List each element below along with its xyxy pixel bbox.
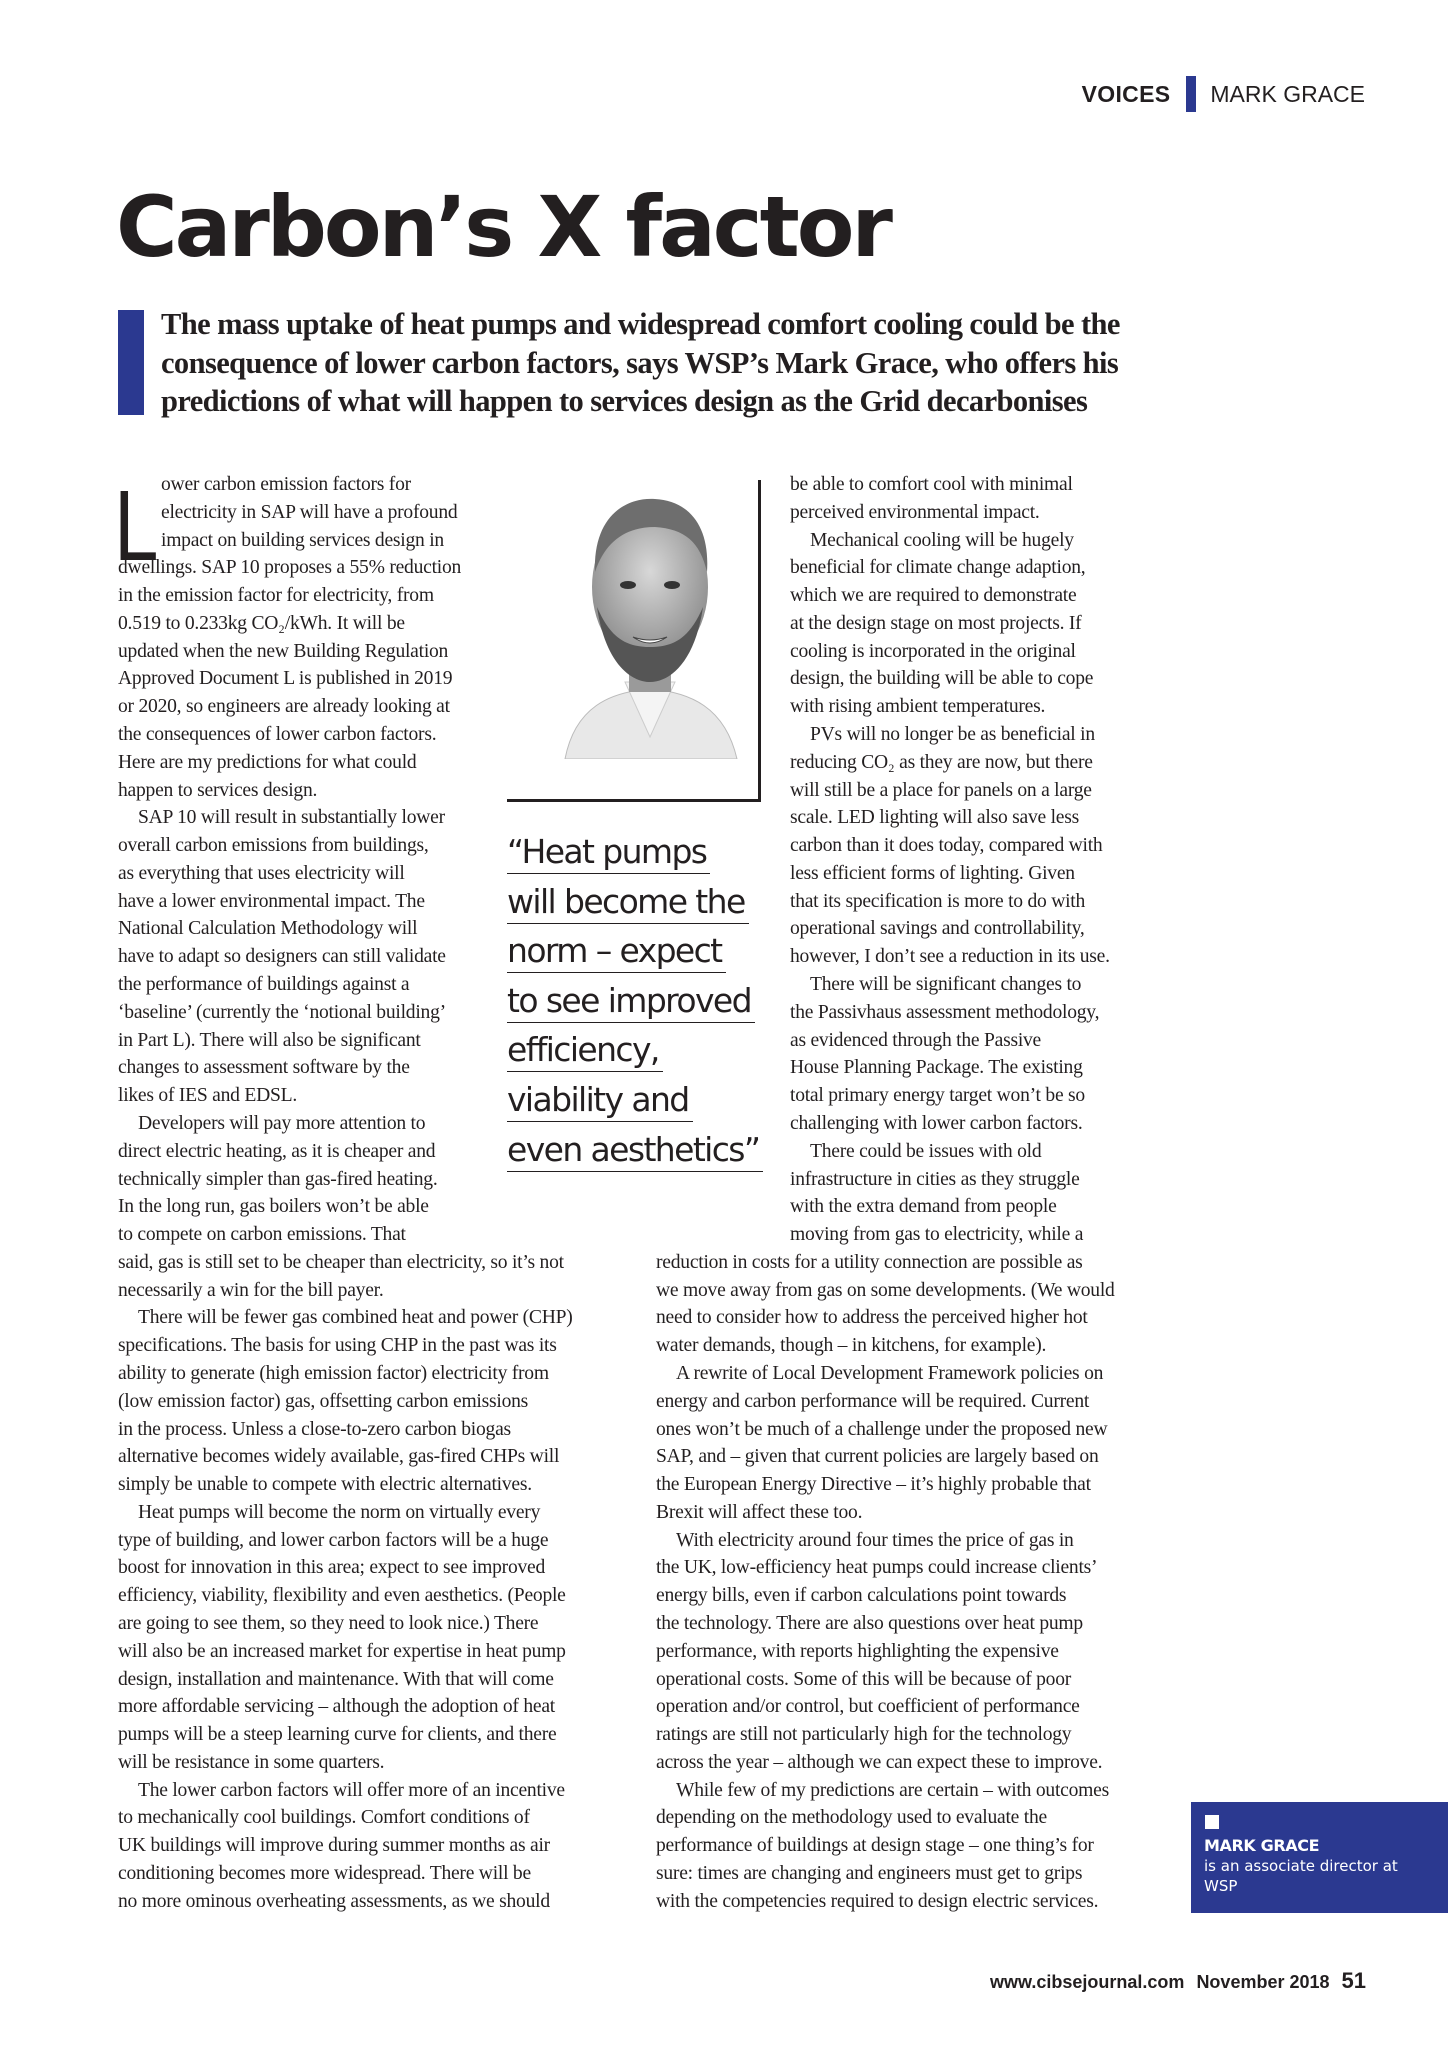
section-header bbox=[1082, 76, 1365, 112]
body-text-line: are going to see them, so they need to look nice.) There bbox=[118, 1612, 539, 1634]
body-text-line: cooling is incorporated in the original bbox=[790, 640, 1076, 662]
body-text-line: the European Energy Directive – it’s highly probable that bbox=[656, 1474, 1091, 1496]
body-text-line: the UK, low-efficiency heat pumps could increase clients’ bbox=[656, 1557, 1098, 1579]
body-text-line: Approved Document L is published in 2019 bbox=[118, 668, 453, 690]
body-text-line: operation and/or control, but coefficient of performance bbox=[656, 1696, 1080, 1718]
body-text-line: beneficial for climate change adaption, bbox=[790, 557, 1086, 579]
body-text-line: electricity in SAP will have a profound bbox=[161, 501, 458, 523]
body-text-line: to mechanically cool buildings. Comfort conditions of bbox=[118, 1807, 530, 1829]
issue-date: November 2018 bbox=[1196, 1972, 1330, 1992]
body-text-line: moving from gas to electricity, while a bbox=[790, 1224, 1084, 1246]
body-text-line: which we are required to demonstrate bbox=[790, 585, 1077, 607]
body-text-line: direct electric heating, as it is cheaper and bbox=[118, 1140, 436, 1162]
body-text-line: will also be an increased market for expertise in heat pump bbox=[118, 1640, 566, 1662]
frame-line-vertical bbox=[758, 480, 761, 802]
body-text-line: ower carbon emission factors for bbox=[161, 474, 411, 495]
body-text-line: less efficient forms of lighting. Given bbox=[790, 862, 1075, 884]
body-text-line: reduction in costs for a utility connection are possible as bbox=[656, 1251, 1083, 1273]
body-text-line: in Part L). There will also be significant bbox=[118, 1029, 421, 1051]
body-text-line: as everything that uses electricity will bbox=[118, 862, 405, 884]
body-text-line: happen to services design. bbox=[118, 779, 318, 801]
standfirst-accent-bar bbox=[118, 310, 144, 415]
body-text-line: performance, with reports highlighting the expensive bbox=[656, 1640, 1059, 1662]
body-text-line: performance of buildings at design stage – one thing’s for bbox=[656, 1835, 1094, 1857]
body-text-line: pumps will be a steep learning curve for clients, and there bbox=[118, 1724, 557, 1746]
pull-quote-line: norm – expect bbox=[507, 925, 726, 973]
body-text-line: PVs will no longer be as beneficial in bbox=[810, 724, 1095, 746]
body-text-line: UK buildings will improve during summer months as air bbox=[118, 1835, 550, 1857]
body-text-line: National Calculation Methodology will bbox=[118, 918, 418, 940]
body-text-line: The lower carbon factors will offer more of an incentive bbox=[138, 1779, 565, 1801]
body-text-line: to compete on carbon emissions. That bbox=[118, 1224, 406, 1246]
body-text-line: There will be significant changes to bbox=[810, 974, 1082, 996]
standfirst-text-end: , who offers his predictions of what will happen to services design as the Grid decarbonises bbox=[161, 345, 1119, 418]
drop-cap: L bbox=[114, 470, 159, 582]
body-text-line: efficiency, viability, flexibility and even aesthetics. (People bbox=[118, 1585, 566, 1607]
pull-quote-line: “Heat pumps bbox=[507, 826, 710, 874]
body-text-line: necessarily a win for the bill payer. bbox=[118, 1279, 384, 1301]
body-text-line: In the long run, gas boilers won’t be able bbox=[118, 1196, 429, 1218]
body-text-line: There could be issues with old bbox=[810, 1140, 1042, 1162]
body-text-line: be able to comfort cool with minimal bbox=[790, 474, 1073, 495]
body-text-line: overall carbon emissions from buildings, bbox=[118, 835, 429, 857]
body-text-line: with rising ambient temperatures. bbox=[790, 696, 1046, 718]
standfirst-text: The mass uptake of heat pumps and widespread comfort cooling could be the consequence of lower carbon factors, says WSP’s bbox=[161, 307, 1120, 380]
body-text-line: in the process. Unless a close-to-zero carbon biogas bbox=[118, 1418, 511, 1440]
article-title: Carbon’s X factor bbox=[116, 178, 890, 276]
body-text-line: with the competencies required to design electric services. bbox=[656, 1890, 1099, 1912]
body-text-line: no more ominous overheating assessments, as we should bbox=[118, 1890, 550, 1912]
body-text-line: energy and carbon performance will be required. Current bbox=[656, 1390, 1090, 1412]
body-text-line: conditioning becomes more widespread. There will be bbox=[118, 1863, 531, 1884]
body-text-line: specifications. The basis for using CHP in the past was its bbox=[118, 1335, 557, 1357]
body-text-line: depending on the methodology used to evaluate the bbox=[656, 1807, 1047, 1829]
body-text-line: Developers will pay more attention to bbox=[138, 1112, 426, 1134]
body-text-line: the Passivhaus assessment methodology, bbox=[790, 1001, 1100, 1023]
body-text-line: (low emission factor) gas, offsetting carbon emissions bbox=[118, 1390, 529, 1412]
page-number: 51 bbox=[1341, 1968, 1366, 1993]
body-text-line: ratings are still not particularly high for the technology bbox=[656, 1724, 1072, 1746]
body-text-line: design, the building will be able to cope bbox=[790, 668, 1094, 690]
body-text-line: Mechanical cooling will be hugely bbox=[810, 529, 1074, 551]
body-text-line: While few of my predictions are certain – with outcomes bbox=[676, 1779, 1109, 1801]
body-text-line: dwellings. SAP 10 proposes a 55% reduction bbox=[118, 557, 462, 579]
body-text-line: more affordable servicing – although the adoption of heat bbox=[118, 1696, 555, 1718]
body-text-line: operational savings and controllability, bbox=[790, 918, 1085, 940]
pull-quote bbox=[507, 826, 763, 1173]
pull-quote-line: even aesthetics” bbox=[507, 1124, 763, 1172]
body-text-line: water demands, though – in kitchens, for example). bbox=[656, 1335, 1047, 1357]
body-text-line: 0.519 to 0.233kg CO₂/kWh. It will be bbox=[118, 612, 405, 634]
pull-quote-line: to see improved bbox=[507, 975, 755, 1023]
section-label: VOICES bbox=[1081, 80, 1171, 107]
body-text-line: simply be unable to compete with electric alternatives. bbox=[118, 1474, 532, 1496]
body-text-line: SAP, and – given that current policies are largely based on bbox=[656, 1446, 1099, 1468]
pull-quote-line: viability and bbox=[507, 1074, 693, 1122]
standfirst-author-name: Mark Grace bbox=[775, 345, 932, 380]
body-text-line: in the emission factor for electricity, from bbox=[118, 585, 434, 607]
body-text-line: scale. LED lighting will also save less bbox=[790, 807, 1079, 829]
author-label: MARK GRACE bbox=[1210, 80, 1365, 107]
body-text-line: as evidenced through the Passive bbox=[790, 1029, 1042, 1051]
body-text-line: will still be a place for panels on a large bbox=[790, 779, 1092, 801]
square-icon bbox=[1205, 1815, 1219, 1829]
body-text-line: sure: times are changing and engineers must get to grips bbox=[656, 1863, 1083, 1884]
body-text-line: reducing CO₂ as they are now, but there bbox=[790, 751, 1093, 773]
body-text-line: challenging with lower carbon factors. bbox=[790, 1112, 1083, 1134]
body-text-line: alternative becomes widely available, gas-fired CHPs will bbox=[118, 1446, 560, 1468]
body-text-line: House Planning Package. The existing bbox=[790, 1057, 1083, 1079]
body-text-line: perceived environmental impact. bbox=[790, 501, 1040, 523]
body-text-line: said, gas is still set to be cheaper than electricity, so it’s not bbox=[118, 1251, 564, 1273]
body-text-line: type of building, and lower carbon factors will be a huge bbox=[118, 1529, 549, 1551]
body-text-line: or 2020, so engineers are already looking at bbox=[118, 696, 450, 718]
body-text-line: we move away from gas on some developments. (We would bbox=[656, 1279, 1115, 1301]
body-text-line: ones won’t be much of a challenge under the proposed new bbox=[656, 1418, 1108, 1440]
body-text-line: the technology. There are also questions over heat pump bbox=[656, 1612, 1083, 1634]
bio-description: is an associate director at WSP bbox=[1204, 1857, 1398, 1895]
body-text-line: however, I don’t see a reduction in its use. bbox=[790, 946, 1110, 968]
body-text-line: have a lower environmental impact. The bbox=[118, 890, 425, 912]
body-text-line: With electricity around four times the price of gas in bbox=[676, 1529, 1074, 1551]
body-text-line: ‘baseline’ (currently the ‘notional building’ bbox=[118, 1001, 446, 1023]
author-bio-box bbox=[1191, 1802, 1448, 1913]
body-text-line: with the extra demand from people bbox=[790, 1196, 1057, 1218]
body-text-line: across the year – although we can expect these to improve. bbox=[656, 1751, 1103, 1773]
body-text-line: Brexit will affect these too. bbox=[656, 1501, 863, 1523]
body-text-line: ability to generate (high emission factor) electricity from bbox=[118, 1362, 549, 1384]
body-text-line: operational costs. Some of this will be because of poor bbox=[656, 1668, 1072, 1690]
header-divider bbox=[1186, 76, 1196, 112]
body-text-line: technically simpler than gas-fired heating. bbox=[118, 1168, 438, 1190]
pull-quote-line: efficiency, bbox=[507, 1024, 663, 1072]
body-text-line: the consequences of lower carbon factors. bbox=[118, 724, 437, 746]
standfirst bbox=[161, 305, 1201, 421]
body-text-line: updated when the new Building Regulation bbox=[118, 640, 449, 662]
body-text-line: likes of IES and EDSL. bbox=[118, 1085, 297, 1107]
website-link[interactable]: www.cibsejournal.com bbox=[990, 1972, 1185, 1992]
body-text-line: impact on building services design in bbox=[161, 529, 444, 551]
body-text-line: that its specification is more to do with bbox=[790, 890, 1086, 912]
body-text-line: design, installation and maintenance. With that will come bbox=[118, 1668, 554, 1690]
body-text-line: Heat pumps will become the norm on virtually every bbox=[138, 1501, 541, 1523]
body-text-line: SAP 10 will result in substantially lower bbox=[138, 807, 445, 829]
body-text-line: There will be fewer gas combined heat and power (CHP) bbox=[138, 1307, 573, 1329]
body-text-line: the performance of buildings against a bbox=[118, 974, 410, 996]
pull-quote-line: will become the bbox=[507, 876, 749, 924]
body-text-line: have to adapt so designers can still validate bbox=[118, 946, 446, 968]
frame-line-horizontal bbox=[507, 799, 761, 802]
body-text-line: boost for innovation in this area; expect to see improved bbox=[118, 1557, 546, 1579]
body-text-line: changes to assessment software by the bbox=[118, 1057, 410, 1079]
author-portrait bbox=[555, 477, 745, 759]
body-text-line: Here are my predictions for what could bbox=[118, 751, 417, 773]
body-text-line: carbon than it does today, compared with bbox=[790, 835, 1103, 857]
body-text-line: need to consider how to address the perceived higher hot bbox=[656, 1307, 1088, 1329]
body-text-line: infrastructure in cities as they struggle bbox=[790, 1168, 1080, 1190]
bio-name: MARK GRACE bbox=[1204, 1836, 1320, 1855]
body-text-line: at the design stage on most projects. If bbox=[790, 612, 1082, 634]
body-text-line: will be resistance in some quarters. bbox=[118, 1751, 385, 1773]
body-text-line: total primary energy target won’t be so bbox=[790, 1085, 1085, 1107]
page-footer bbox=[990, 1968, 1366, 1994]
body-text-line: energy bills, even if carbon calculations point towards bbox=[656, 1585, 1067, 1607]
body-text-line: A rewrite of Local Development Framework policies on bbox=[676, 1362, 1104, 1384]
